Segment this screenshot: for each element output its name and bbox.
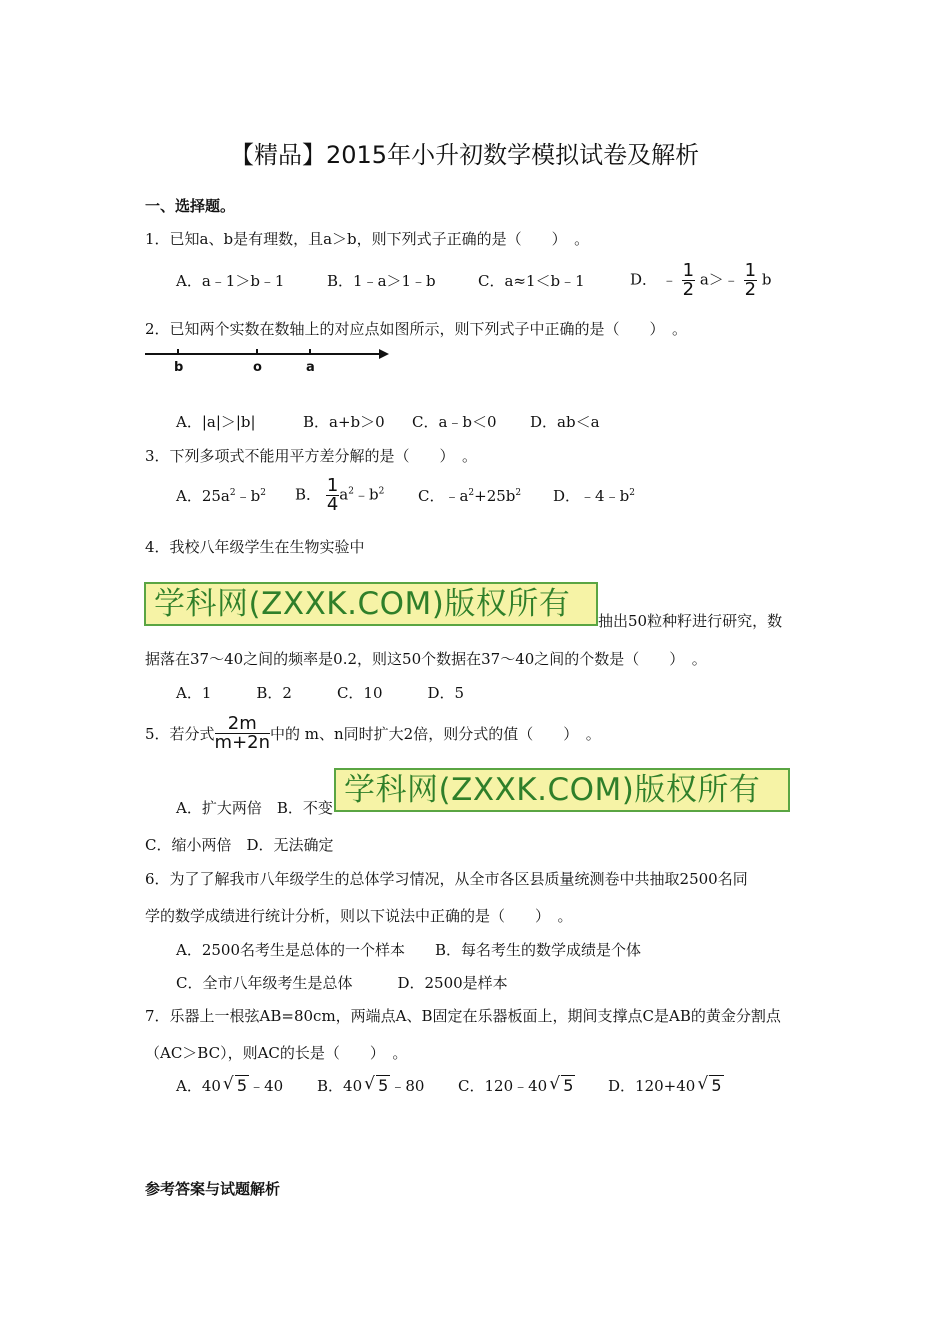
axis-label-o: o xyxy=(253,360,262,375)
fraction-one-half: $\frac{1}{2}$ xyxy=(682,260,695,300)
q1-option-a: A．a﹣1＞b﹣1 xyxy=(176,272,285,290)
q1-d-a: a＞﹣ xyxy=(699,270,739,289)
section-heading: 一、选择题。 xyxy=(145,197,236,215)
q5-options-ab: A．扩大两倍 B．不变 xyxy=(176,799,333,817)
watermark-banner-2: 学科网(ZXXK.COM)版权所有 xyxy=(334,768,790,812)
q1-option-c: C．a≈1＜b﹣1 xyxy=(478,272,585,290)
number-line-figure xyxy=(145,340,390,380)
question-1-stem: 1．已知a、b是有理数，且a＞b，则下列式子正确的是（ ） 。 xyxy=(145,230,590,248)
question-4-stem-line1: 4．我校八年级学生在生物实验中 xyxy=(145,538,365,556)
question-4-stem-line2: 抽出50粒种籽进行研究，数 xyxy=(598,612,783,630)
sqrt-five: √ 5 xyxy=(549,1076,575,1095)
question-3-stem: 3．下列多项式不能用平方差分解的是（ ） 。 xyxy=(145,447,478,465)
sqrt-five: √ 5 xyxy=(697,1076,723,1095)
question-6-stem-line2: 学的数学成绩进行统计分析，则以下说法中正确的是（ ） 。 xyxy=(145,907,573,925)
fraction-one-quarter: $\frac{1}{4}$ xyxy=(326,475,339,515)
q2-option-a: A．|a|＞|b| xyxy=(176,413,256,431)
question-4-stem-line3: 据落在37～40之间的频率是0.2，则这50个数据在37～40之间的个数是（ ） 。 xyxy=(145,650,707,668)
q7-option-a: A．40√ 5 ﹣40 xyxy=(176,1075,283,1096)
q2-option-d: D．ab＜a xyxy=(530,413,600,431)
question-7-stem-line2: （AC＞BC），则AC的长是（ ） 。 xyxy=(145,1044,408,1062)
sqrt-five: √ 5 xyxy=(364,1076,390,1095)
answers-heading: 参考答案与试题解析 xyxy=(145,1180,281,1198)
q4-options: A．1 B．2 C．10 D．5 xyxy=(176,684,465,702)
q1-option-d xyxy=(630,262,771,299)
q3-option-a: A．$25a^2﹣b^2$ xyxy=(176,487,266,505)
q7-option-b: B．40√ 5 ﹣80 xyxy=(317,1075,424,1096)
q3-option-b: B． $\frac{1}{4}$ $a^2﹣b^2$ xyxy=(295,475,385,515)
question-5-stem: 5．若分式 $\frac{2m}{m+2n}$ 中的 m、n同时扩大2倍，则分式的值（ ） 。 xyxy=(145,713,601,753)
q5-options-cd: C．缩小两倍 D．无法确定 xyxy=(145,836,334,854)
q1-d-neg: ﹣ xyxy=(661,270,677,289)
question-7-stem-line1: 7．乐器上一根弦AB=80cm，两端点A、B固定在乐器板面上，期间支撑点C是AB的黄金分割点 xyxy=(145,1007,781,1025)
page-title: 【精品】2015年小升初数学模拟试卷及解析 xyxy=(230,141,700,169)
q6-options-ab: A．2500名考生是总体的一个样本 B．每名考生的数学成绩是个体 xyxy=(176,941,642,959)
axis-label-b: b xyxy=(174,360,184,375)
axis-label-a: a xyxy=(306,360,315,375)
sqrt-five: √ 5 xyxy=(223,1076,249,1095)
number-line-arrow xyxy=(379,349,389,359)
q7-option-d: D．120+40√ 5 xyxy=(608,1075,724,1096)
question-6-stem-line1: 6．为了了解我市八年级学生的总体学习情况，从全市各区县质量统测卷中共抽取2500名同 xyxy=(145,870,748,888)
q1-option-b: B．1﹣a＞1﹣b xyxy=(327,272,436,290)
q7-option-c: C．120﹣40√ 5 xyxy=(458,1075,575,1096)
q2-option-b: B．a+b＞0 xyxy=(303,413,385,431)
watermark-banner: 学科网(ZXXK.COM)版权所有 xyxy=(144,582,598,626)
question-2-stem: 2．已知两个实数在数轴上的对应点如图所示，则下列式子中正确的是（ ） 。 xyxy=(145,320,688,338)
q1-d-label: D． xyxy=(630,270,658,289)
q3-option-d: D．$﹣4﹣b^2$ xyxy=(553,487,635,505)
q6-options-cd: C．全市八年级考生是总体 D．2500是样本 xyxy=(176,974,508,992)
fraction-2m-over-m2n: $\frac{2m}{m+2n}$ xyxy=(214,713,271,753)
fraction-one-half-b: $\frac{1}{2}$ xyxy=(744,260,757,300)
q1-d-b: b xyxy=(761,270,772,289)
q3-option-c: C．$﹣a^2+25b^2$ xyxy=(418,487,522,505)
q2-option-c: C．a﹣b＜0 xyxy=(412,413,497,431)
